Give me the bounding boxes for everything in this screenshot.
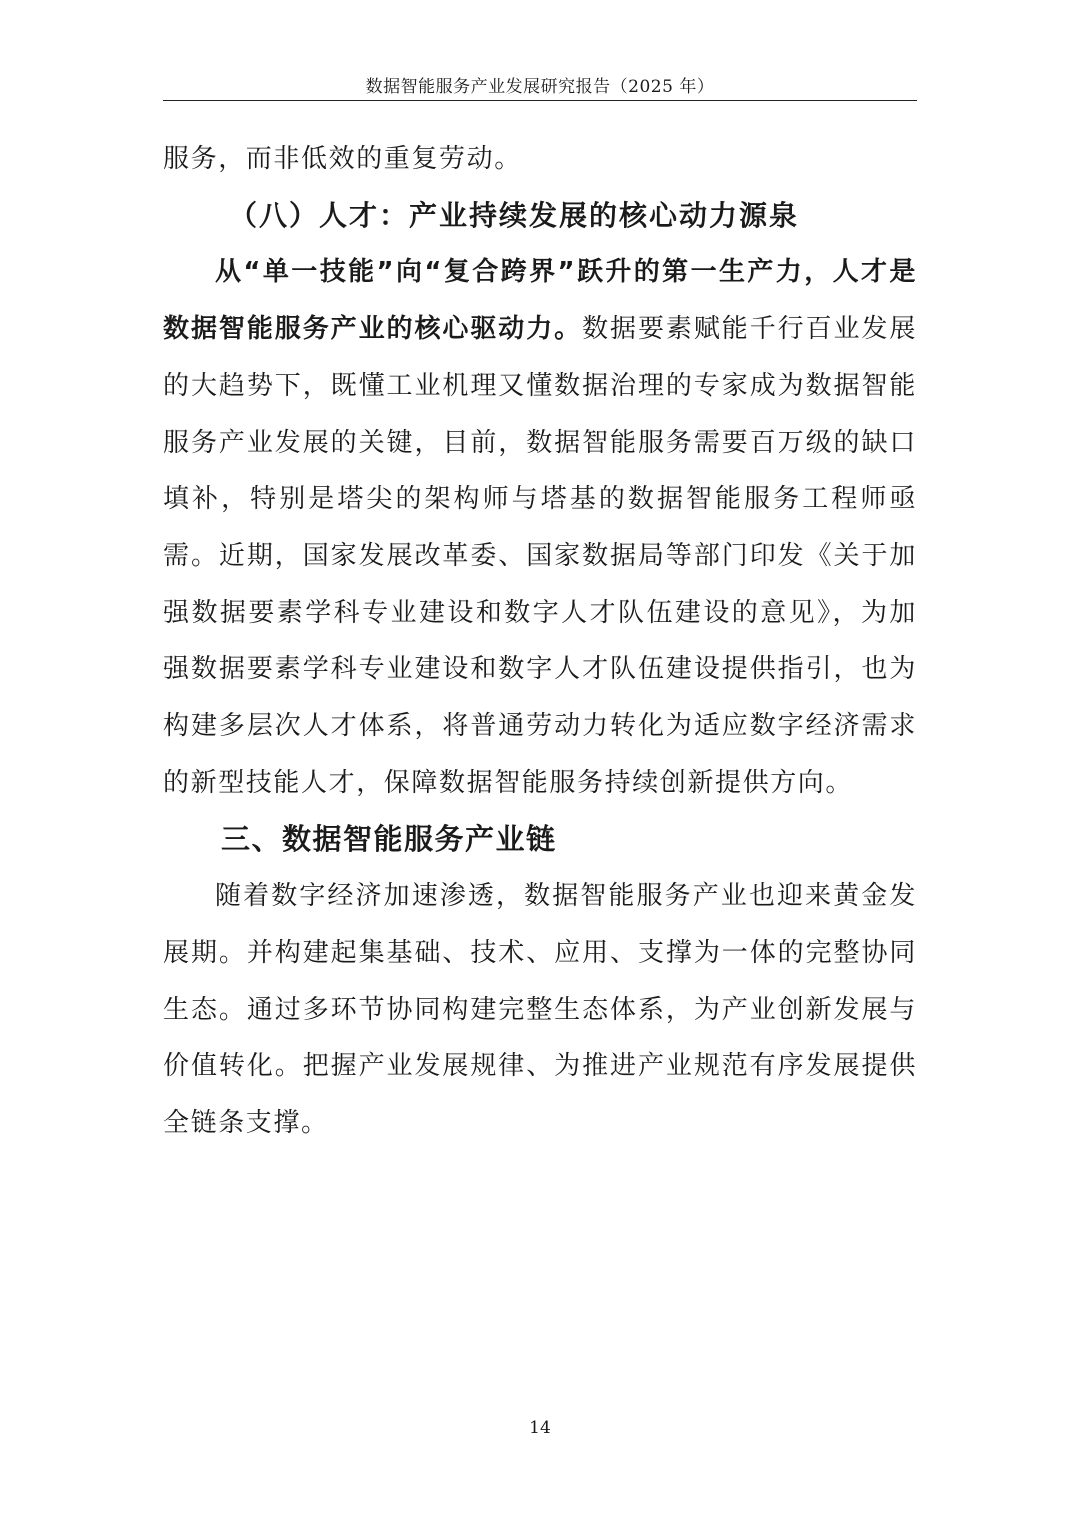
section-heading: 三、数据智能服务产业链 xyxy=(221,822,557,857)
subsection-heading: （八）人才：产业持续发展的核心动力源泉 xyxy=(229,198,800,232)
running-header: 数据智能服务产业发展研究报告（2025 年） xyxy=(365,77,715,97)
page-number: 14 xyxy=(529,1418,551,1438)
talent-paragraph-text: 数据要素赋能千行百业发展的大趋势下，既懂工业机理又懂数据治理的专家成为数据智能服务产业发展的关键，目前，数据智能服务需要百万级的缺口填补，特别是塔尖的架构师与塔基的数据智能服务工程师亟需。近期，国家发展改革委、国家数据局等部门印发《关于加强数据要素学科专业建设和数字人才队伍建设的意见》，为加强数据要素学科专业建设和数字人才队伍建设提供指引，也为构建多层次人才体系，将普通劳动力转化为适应数字经济需求的新型技能人才，保障数据智能服务持续创新提供方向。 xyxy=(163,314,917,798)
industry-chain-paragraph: 随着数字经济加速渗透，数据智能服务产业也迎来黄金发展期。并构建起集基础、技术、应用、支撑为一体的完整协同生态。通过多环节协同构建完整生态体系，为产业创新发展与价值转化。把握产业发展规律、为推进产业规范有序发展提供全链条支撑。 xyxy=(163,881,917,1138)
header-rule xyxy=(163,100,917,101)
page-content xyxy=(163,131,917,1152)
talent-paragraph-lead: 从“单一技能”向“复合跨界”跃升的第一生产力，人才是数据智能服务产业的核心驱动力。 xyxy=(163,257,917,345)
talent-paragraph xyxy=(163,244,917,811)
continuation-paragraph: 服务，而非低效的重复劳动。 xyxy=(163,144,522,174)
